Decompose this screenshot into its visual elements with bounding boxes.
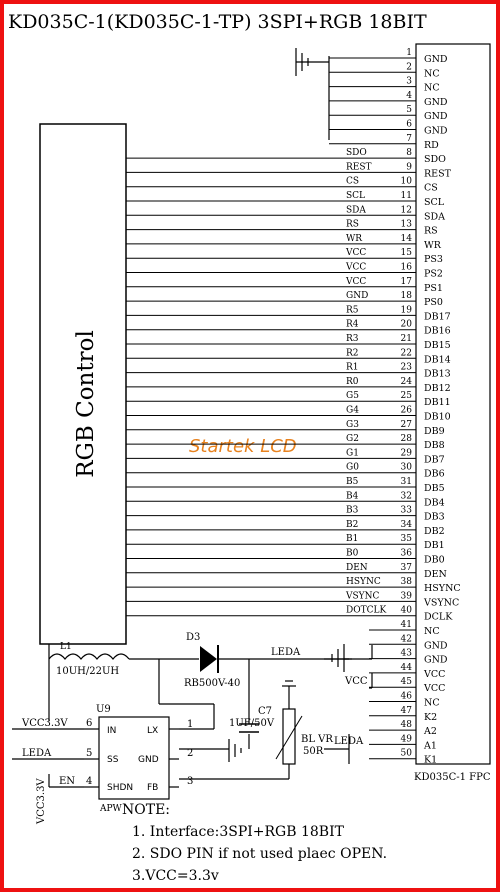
pin-name: K2 — [424, 711, 438, 723]
notes-header: NOTE: — [122, 802, 171, 818]
pin-name: DB13 — [424, 368, 451, 380]
pin-row — [126, 277, 443, 294]
pin-number: 2 — [406, 62, 412, 73]
pin-name: SDO — [424, 154, 446, 166]
pin-row — [126, 520, 445, 537]
pin-number: 25 — [400, 391, 412, 402]
diode-value: RB500V-40 — [184, 678, 241, 689]
pin-number: 18 — [400, 291, 412, 302]
pin-number: 11 — [400, 191, 412, 201]
pin-signal-label: B5 — [346, 477, 359, 487]
pin-name: PS0 — [424, 297, 443, 309]
pin-signal-label: B3 — [346, 505, 359, 516]
pin-number: 42 — [400, 634, 412, 645]
net-vcc33: VCC3.3V — [22, 718, 68, 729]
pin-signal-label: R0 — [346, 376, 359, 387]
diagram-title: KD035C-1(KD035C-1-TP) 3SPI+RGB 18BIT — [8, 11, 427, 33]
pin-number: 20 — [400, 319, 412, 330]
pin-name: GND — [424, 111, 448, 123]
pin-number: 44 — [400, 662, 412, 673]
pin-signal-label: REST — [346, 162, 372, 173]
pin-name: CS — [424, 182, 438, 194]
capacitor-ref: C7 — [258, 706, 273, 717]
pin-name: DB11 — [424, 397, 451, 409]
pin-name: NC — [424, 68, 440, 80]
pin-number: 13 — [400, 219, 412, 230]
pin-number: 49 — [400, 734, 412, 745]
pin-row — [126, 234, 442, 251]
pin-signal-label: CS — [346, 176, 360, 187]
pin-signal-label: B1 — [346, 534, 359, 545]
pin-number: 15 — [400, 248, 412, 259]
pin-signal-label: B2 — [346, 519, 359, 530]
pin-number: 22 — [400, 348, 412, 359]
pin-row — [126, 220, 438, 237]
pin-number: 17 — [400, 276, 412, 287]
pin-signal-label: B4 — [346, 491, 359, 502]
pin-row — [126, 491, 445, 508]
pin-number: 26 — [400, 405, 412, 416]
pin-number: 47 — [400, 705, 412, 716]
pin-name: VCC — [424, 683, 446, 695]
pin-signal-label: B0 — [346, 548, 359, 559]
pin-name: VCC — [424, 668, 446, 680]
pin-number: 4 — [406, 90, 412, 101]
ground-symbol-top — [296, 48, 329, 140]
pin-row — [126, 420, 445, 437]
pin-number: 37 — [400, 562, 412, 573]
pin-name: DB9 — [424, 425, 445, 437]
pin-number: 31 — [400, 477, 412, 487]
pin-number: 50 — [400, 748, 412, 759]
pin-row — [126, 248, 443, 265]
ic-pin-lx: LX — [147, 726, 159, 736]
pin-signal-label: RS — [346, 219, 359, 230]
pin-signal-label: G5 — [346, 391, 359, 402]
inductor-symbol — [49, 654, 129, 659]
inductor-ref: L1 — [60, 642, 72, 652]
resistor-ref: BL VR — [301, 734, 333, 745]
pin-number: 36 — [400, 548, 412, 559]
pin-number: 12 — [400, 205, 412, 216]
pin-name: DB3 — [424, 511, 445, 523]
pin-name: K1 — [424, 754, 438, 766]
pin-name: GND — [424, 125, 448, 137]
pin-name: VSYNC — [424, 597, 460, 609]
pin-number: 35 — [400, 534, 412, 545]
pin-row — [126, 463, 445, 480]
pin-name: WR — [424, 239, 441, 251]
pin-name: DB5 — [424, 483, 445, 494]
pin-number: 39 — [400, 591, 412, 602]
pin-name: DEN — [424, 568, 447, 580]
pin-signal-label: VCC — [346, 262, 367, 273]
pin-signal-label: R4 — [346, 319, 359, 330]
pin-number: 1 — [406, 48, 412, 58]
pin-number: 46 — [400, 691, 412, 702]
pin-number: 19 — [400, 305, 412, 316]
pin-signal-label: SCL — [346, 191, 366, 201]
pin-name: PS2 — [424, 268, 443, 280]
pin-name: DB0 — [424, 554, 445, 566]
pin-signal-label: HSYNC — [346, 577, 381, 588]
pin-name: NC — [424, 697, 440, 709]
ic-pin-num-2: 2 — [187, 748, 194, 759]
resistor-symbol — [283, 709, 295, 764]
pin-number: 43 — [400, 648, 412, 659]
pin-signal-label: GND — [346, 291, 369, 302]
pin-name: DCLK — [424, 611, 453, 623]
note-line-3: 3.VCC=3.3v — [132, 868, 219, 884]
rgb-control-label: RGB Control — [73, 330, 99, 478]
pin-name: GND — [424, 54, 448, 65]
pin-signal-label: VSYNC — [346, 591, 380, 602]
vcc-right-label: VCC — [345, 676, 368, 687]
pin-row — [126, 563, 447, 580]
pin-number: 48 — [400, 720, 412, 731]
pin-name: PS1 — [424, 282, 443, 294]
connector-pin-rows — [126, 48, 461, 766]
pin-row — [126, 205, 445, 222]
pin-name: GND — [424, 640, 448, 652]
pin-name: DB15 — [424, 340, 451, 351]
pin-signal-label: G0 — [346, 462, 359, 473]
pin-number: 23 — [400, 362, 412, 373]
pin-signal-label: G4 — [346, 405, 359, 416]
pin-number: 7 — [406, 133, 412, 144]
net-vcc33-vertical: VCC3.3V — [36, 778, 47, 824]
pin-row — [126, 177, 438, 194]
pin-row — [126, 549, 445, 566]
net-en: EN — [59, 776, 76, 787]
pin-name: DB12 — [424, 382, 451, 394]
pin-signal-label: VCC — [346, 248, 367, 259]
pin-row — [126, 191, 445, 208]
pin-name: DB7 — [424, 454, 445, 466]
pin-number: 5 — [406, 105, 412, 116]
pin-number: 45 — [400, 677, 412, 688]
ic-pin-num-1: 1 — [187, 719, 194, 730]
pin-name: HSYNC — [424, 583, 461, 595]
resistor-value: 50R — [303, 746, 324, 757]
pin-signal-label: DEN — [346, 562, 368, 573]
pin-name: RD — [424, 139, 439, 151]
ground-symbol-ss — [229, 739, 241, 762]
pin-row — [126, 291, 443, 308]
pin-name: DB16 — [424, 325, 451, 337]
pin-name: GND — [424, 654, 448, 666]
pin-name: DB1 — [424, 540, 445, 552]
pin-number: 29 — [400, 448, 412, 459]
pin-name: RS — [424, 225, 438, 237]
ic-pin-gnd: GND — [138, 755, 159, 765]
pin-signal-label: G1 — [346, 448, 359, 459]
diode-symbol — [200, 645, 218, 673]
pin-name: SDA — [424, 211, 445, 223]
diode-ref: D3 — [186, 632, 201, 643]
pin-name: DB2 — [424, 525, 445, 537]
pin-number: 16 — [400, 262, 412, 273]
pin-number: 3 — [406, 76, 412, 87]
pin-number: 21 — [400, 334, 412, 344]
pin-row — [126, 534, 445, 551]
pin-signal-label: DOTCLK — [346, 605, 387, 616]
pin-number: 41 — [400, 620, 412, 630]
leda-right-label: LEDA — [334, 736, 364, 747]
pin-number: 8 — [406, 148, 412, 159]
pin-name: DB8 — [424, 440, 445, 452]
net-leda: LEDA — [22, 748, 52, 759]
pin-name: DB6 — [424, 468, 445, 480]
note-line-1: 1. Interface:3SPI+RGB 18BIT — [132, 824, 344, 840]
pin-number: 27 — [400, 419, 412, 430]
pin-number: 24 — [400, 376, 412, 387]
pin-number: 33 — [400, 505, 412, 516]
ic-pin-in: IN — [107, 726, 117, 736]
pin-row — [126, 148, 446, 165]
pin-row — [126, 263, 443, 280]
pin-signal-label: SDA — [346, 205, 366, 216]
pin-number: 14 — [400, 233, 412, 244]
pin-name: REST — [424, 168, 451, 180]
pin-signal-label: G2 — [346, 434, 359, 445]
ic-pin-shdn: SHDN — [107, 783, 134, 793]
pin-name: SCL — [424, 197, 445, 208]
note-line-2: 2. SDO PIN if not used plaec OPEN. — [132, 846, 388, 862]
pin-signal-label: G3 — [346, 419, 359, 430]
pin-name: A1 — [424, 740, 437, 752]
pin-signal-label: R2 — [346, 348, 359, 359]
pin-name: GND — [424, 96, 448, 108]
pin-signal-label: WR — [346, 233, 363, 244]
pin-signal-label: VCC — [346, 276, 367, 287]
pin-number: 40 — [400, 605, 412, 616]
ic-part: APW — [100, 804, 122, 814]
inductor-value: 10UH/22UH — [56, 666, 120, 677]
pin-row — [126, 506, 445, 523]
pin-name: NC — [424, 626, 440, 637]
pin-name: DB17 — [424, 311, 451, 323]
pin-name: DB14 — [424, 354, 451, 366]
watermark-text: Startek LCD — [189, 436, 297, 457]
pin-number: 34 — [400, 519, 412, 530]
ic-pin-fb: FB — [147, 783, 159, 793]
pin-signal-label: R3 — [346, 334, 359, 344]
ic-pin-num-4: 4 — [86, 776, 93, 787]
ic-pin-ss: SS — [107, 755, 119, 765]
connector-name: KD035C-1 FPC — [414, 772, 491, 783]
pin-number: 30 — [400, 462, 412, 473]
pin-name: DB4 — [424, 497, 445, 509]
pin-name: PS3 — [424, 254, 443, 266]
pin-signal-label: R5 — [346, 305, 359, 316]
pin-number: 32 — [400, 491, 412, 502]
pin-number: 10 — [400, 176, 412, 187]
pin-number: 9 — [406, 162, 412, 173]
pin-signal-label: SDO — [346, 148, 367, 159]
ic-ref: U9 — [96, 704, 111, 715]
leda-net-label: LEDA — [271, 647, 301, 658]
pin-number: 6 — [406, 119, 412, 130]
schematic-diagram — [4, 4, 496, 888]
pin-name: NC — [424, 82, 440, 94]
pin-number: 38 — [400, 577, 412, 588]
pin-row — [126, 477, 445, 494]
pin-number: 28 — [400, 434, 412, 445]
pin-signal-label: R1 — [346, 362, 359, 373]
pin-name: A2 — [424, 726, 437, 738]
ic-pin-num-6: 6 — [86, 718, 93, 729]
ic-pin-num-3: 3 — [187, 776, 194, 787]
pin-name: DB10 — [424, 411, 451, 423]
ic-pin-num-5: 5 — [86, 748, 93, 759]
capacitor-value: 1UF/50V — [229, 718, 275, 729]
